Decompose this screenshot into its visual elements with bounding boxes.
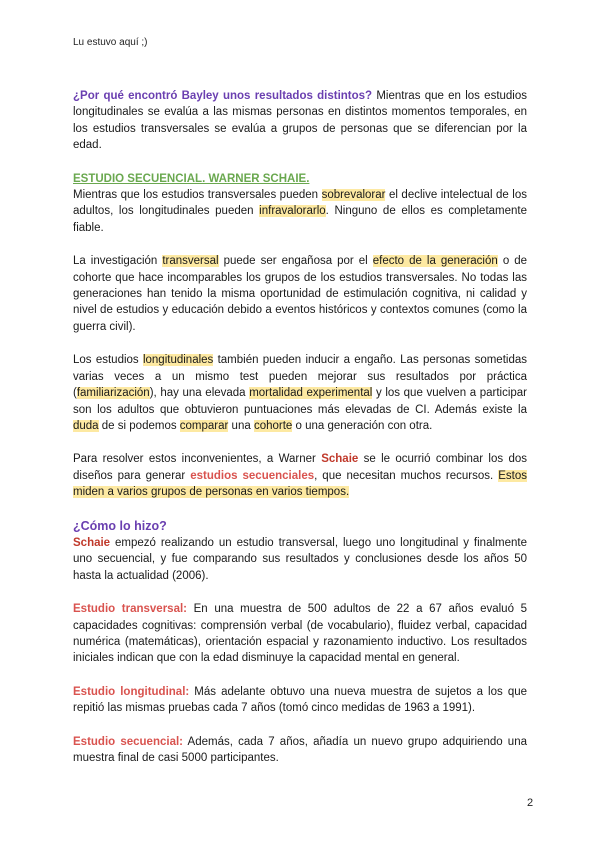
highlight: duda (73, 419, 99, 432)
highlight: sobrevalorar (321, 189, 386, 202)
paragraph-bayley: ¿Por qué encontró Bayley unos resultados distintos? Mientras que en los estudios longitudinales se evalúa a las mismas personas en distintos momentos temporales, en los estudios transversales se evalúa a grupos de personas que se diferencian por la edad. (73, 90, 528, 152)
section-title-como: ¿Cómo lo hizo? (73, 518, 167, 533)
paragraph-transversal: La investigación transversal puede ser engañosa por el efecto de la generación o de cohorte que hace incomparables los grupos de los estudios transversales. No todas las generaciones han tenido la misma oportunidad de estimulación cognitiva, ni calidad y nivel de estudios y educación debido a eventos históricos y contextos comunes (como la guerra civil). (73, 255, 528, 333)
highlight: transversal (162, 255, 219, 268)
label-estudio-longitudinal: Estudio longitudinal: (73, 685, 190, 698)
highlight: comparar (179, 419, 229, 432)
highlight: mortalidad experimental (249, 387, 373, 400)
paragraph-longitudinales: Los estudios longitudinales también pueden inducir a engaño. Las personas sometidas varias veces a un mismo test pueden mejorar sus resultados por práctica (familiarización), hay una elevada mortalidad experimental y los que vuelven a participar son los adultos que obtuvieron puntuaciones más elevadas de CI. Además existe la duda de si podemos comparar una cohorte o una generación con otra. (73, 354, 528, 432)
paragraph-estudio-secuencial: Estudio secuencial: Además, cada 7 años, añadía un nuevo grupo adquiriendo una muestra final de casi 5000 participantes. (73, 735, 527, 764)
label-estudio-secuencial: Estudio secuencial: (73, 735, 183, 748)
highlight: Estos miden a varios grupos de personas en varios tiempos. (73, 469, 527, 499)
label-estudio-transversal: Estudio transversal: (73, 603, 187, 616)
term-estudios-secuenciales: estudios secuenciales (190, 469, 315, 482)
highlight: familiarización (76, 387, 150, 400)
highlight: infravalorarlo (259, 205, 326, 218)
name-schaie: Schaie (321, 453, 359, 466)
paragraph-resolver: Para resolver estos inconvenientes, a Warner Schaie se le ocurrió combinar los dos diseños para generar estudios secuenciales, que necesitan muchos recursos. Estos miden a varios grupos de personas en varios tiempos. (73, 453, 527, 499)
header-note: Lu estuvo aquí ;) (73, 37, 148, 48)
paragraph-estudio-longitudinal: Estudio longitudinal: Más adelante obtuvo una nueva muestra de sujetos a los que repitió las mismas pruebas cada 7 años (tomó cinco medidas de 1963 a 1991). (73, 685, 528, 715)
highlight: longitudinales (142, 354, 214, 367)
paragraph-sobrevalorar: Mientras que los estudios transversales pueden sobrevalorar el declive intelectual de los adultos, los longitudinales pueden infravalorarlo. Ninguno de ellos es completamente fiable. (73, 189, 527, 234)
highlight: cohorte (253, 419, 293, 432)
document-body (73, 88, 527, 783)
paragraph-estudio-transversal: Estudio transversal: En una muestra de 500 adultos de 22 a 67 años evaluó 5 capacidades cognitivas: comprensión verbal (de vocabulario), fluidez verbal, capacidad numérica (matemáticas), orientación espacial y razonamiento inductivo. Los resultados iniciales indican que con la edad disminuye la capacidad mental en general. (73, 603, 527, 665)
paragraph-schaie-empezo: Schaie empezó realizando un estudio transversal, luego uno longitudinal y finalmente uno secuencial, y fue comparando sus resultados y conclusiones desde los años 50 hasta la actualidad (2006). (73, 536, 527, 582)
page-number: 2 (527, 797, 534, 809)
section-title-secuencial: ESTUDIO SECUENCIAL. WARNER SCHAIE. (73, 172, 310, 185)
name-schaie: Schaie (73, 536, 111, 549)
highlight: efecto de la generación (372, 255, 498, 268)
question-bayley: ¿Por qué encontró Bayley unos resultados distintos? (73, 90, 373, 102)
